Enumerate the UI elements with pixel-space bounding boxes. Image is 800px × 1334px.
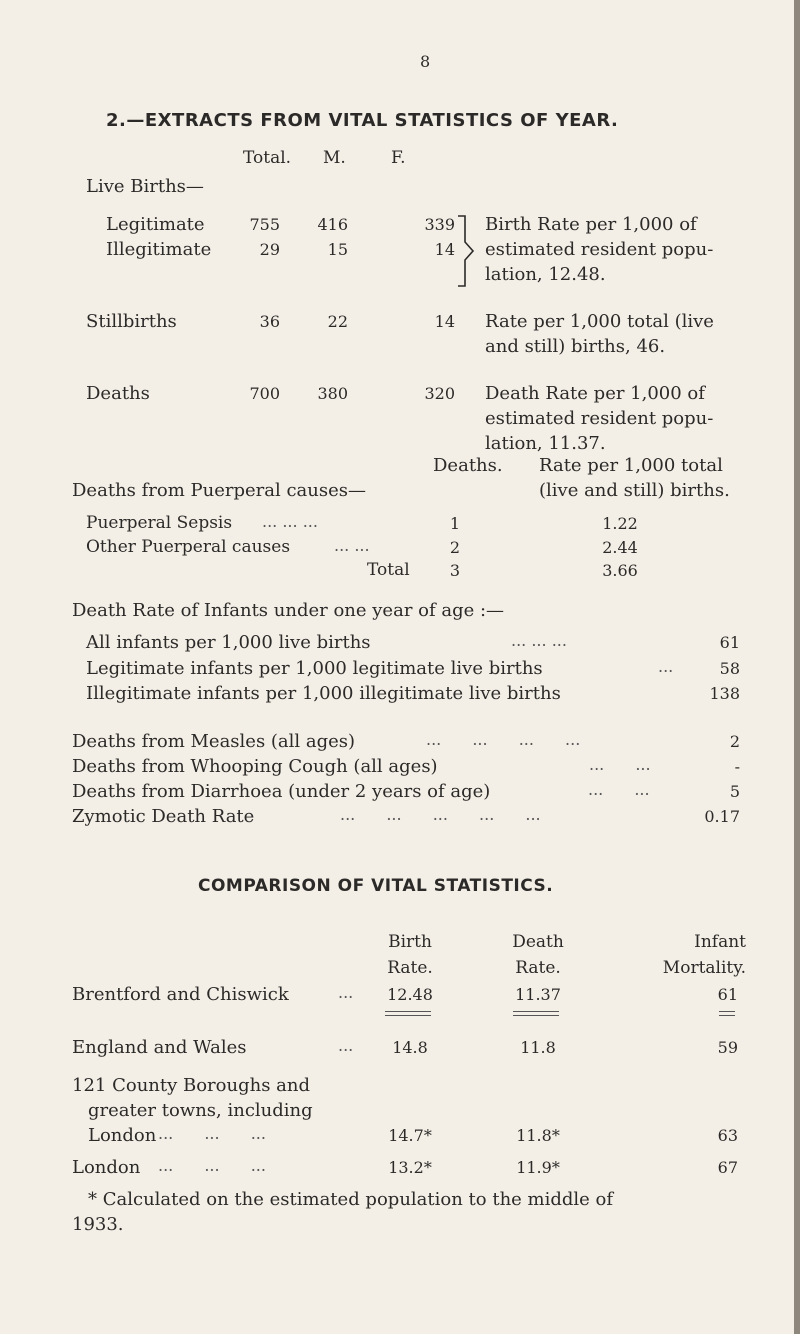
other-puerperal-deaths: 2 <box>449 538 460 557</box>
measles-dots: ... ... ... ... <box>426 730 581 749</box>
puerperal-total-label: Total <box>367 560 410 580</box>
birth-rate-note-3: lation, 12.48. <box>485 264 606 285</box>
header-death-1: Death <box>512 932 564 952</box>
header-birth-2: Rate. <box>387 958 433 978</box>
footnote-line-1: * Calculated on the estimated population to the middle of <box>88 1189 614 1210</box>
still-rate-note-2: and still) births, 46. <box>485 336 666 357</box>
section-title: 2.—EXTRACTS FROM VITAL STATISTICS OF YEAR. <box>106 110 619 131</box>
row-legitimate-label: Legitimate <box>106 214 205 235</box>
header-m: M. <box>323 148 346 168</box>
live-births-label: Live Births— <box>86 176 204 197</box>
diarrhoea-label: Deaths from Diarrhoea (under 2 years of age) <box>72 781 491 802</box>
england-infant: 59 <box>717 1038 738 1057</box>
death-rate-note-2: estimated resident popu- <box>485 408 714 429</box>
county-label-2: greater towns, including <box>88 1100 313 1121</box>
county-birth: 14.7* <box>388 1126 432 1145</box>
rule-birth <box>385 1011 431 1016</box>
infant-all-value: 61 <box>719 633 740 652</box>
puerperal-col-rate-2: (live and still) births. <box>539 480 730 501</box>
other-puerperal-label: Other Puerperal causes <box>86 537 291 557</box>
death-rate-note-1: Death Rate per 1,000 of <box>485 383 705 404</box>
zymotic-label: Zymotic Death Rate <box>72 806 255 827</box>
row-deaths-f: 320 <box>424 384 455 403</box>
row-stillbirths-m: 22 <box>327 312 348 331</box>
infant-legitimate-label: Legitimate infants per 1,000 legitimate live births <box>86 658 543 679</box>
page-edge-shadow <box>794 0 800 1334</box>
puerperal-sepsis-label: Puerperal Sepsis <box>86 513 233 533</box>
county-label-1: 121 County Boroughs and <box>72 1075 311 1096</box>
footnote-line-2: 1933. <box>72 1214 124 1235</box>
still-rate-note-1: Rate per 1,000 total (live <box>485 311 714 332</box>
infant-all-label: All infants per 1,000 live births <box>86 632 371 653</box>
diarrhoea-value: 5 <box>729 782 740 801</box>
puerperal-total-rate: 3.66 <box>602 561 638 580</box>
header-infant-1: Infant <box>694 932 746 952</box>
brentford-infant: 61 <box>717 985 738 1004</box>
england-dots: ... <box>338 1036 354 1055</box>
puerperal-total-deaths: 3 <box>449 561 460 580</box>
brace-bracket <box>456 214 480 288</box>
london-infant: 67 <box>717 1158 738 1177</box>
infant-heading: Death Rate of Infants under one year of age :— <box>72 600 505 621</box>
measles-label: Deaths from Measles (all ages) <box>72 731 356 752</box>
brentford-death: 11.37 <box>515 985 561 1004</box>
other-puerperal-rate: 2.44 <box>602 538 638 557</box>
row-illegitimate-f: 14 <box>434 240 455 259</box>
county-death: 11.8* <box>516 1126 560 1145</box>
death-rate-note-3: lation, 11.37. <box>485 433 606 454</box>
county-label-3: London <box>88 1125 157 1146</box>
row-legitimate-total: 755 <box>249 215 280 234</box>
infant-illegitimate-label: Illegitimate infants per 1,000 illegitimate live births <box>86 683 561 704</box>
whooping-cough-label: Deaths from Whooping Cough (all ages) <box>72 756 438 777</box>
brentford-label: Brentford and Chiswick <box>72 984 289 1005</box>
birth-rate-note-2: estimated resident popu- <box>485 239 714 260</box>
page-number: 8 <box>420 52 431 71</box>
puerperal-heading: Deaths from Puerperal causes— <box>72 480 366 501</box>
row-illegitimate-label: Illegitimate <box>106 239 212 260</box>
infant-legitimate-dots: ... <box>658 657 674 676</box>
london-birth: 13.2* <box>388 1158 432 1177</box>
row-deaths-m: 380 <box>317 384 348 403</box>
row-stillbirths-f: 14 <box>434 312 455 331</box>
header-birth-1: Birth <box>388 932 432 952</box>
header-total: Total. <box>243 148 292 168</box>
diarrhoea-dots: ... ... <box>588 780 650 799</box>
puerperal-col-deaths: Deaths. <box>433 455 503 476</box>
rule-death <box>513 1011 559 1016</box>
london-dots: ... ... ... <box>158 1156 266 1175</box>
zymotic-value: 0.17 <box>704 807 740 826</box>
row-stillbirths-label: Stillbirths <box>86 311 177 332</box>
county-infant: 63 <box>717 1126 738 1145</box>
header-death-2: Rate. <box>515 958 561 978</box>
puerperal-sepsis-dots: ... ... ... <box>262 512 318 531</box>
county-dots: ... ... ... <box>158 1124 266 1143</box>
zymotic-dots: ... ... ... ... ... <box>340 805 541 824</box>
puerperal-sepsis-rate: 1.22 <box>602 514 638 533</box>
england-death: 11.8 <box>520 1038 556 1057</box>
row-deaths-label: Deaths <box>86 383 150 404</box>
row-stillbirths-total: 36 <box>259 312 280 331</box>
header-infant-2: Mortality. <box>662 958 746 978</box>
london-label: London <box>72 1157 141 1178</box>
other-puerperal-dots: ... ... <box>334 536 370 555</box>
measles-value: 2 <box>729 732 740 751</box>
row-illegitimate-m: 15 <box>327 240 348 259</box>
england-birth: 14.8 <box>392 1038 428 1057</box>
row-legitimate-f: 339 <box>424 215 455 234</box>
whooping-cough-value: - <box>734 757 740 776</box>
brentford-dots: ... <box>338 983 354 1002</box>
row-deaths-total: 700 <box>249 384 280 403</box>
london-death: 11.9* <box>516 1158 560 1177</box>
rule-infant <box>719 1011 735 1016</box>
infant-illegitimate-value: 138 <box>709 684 740 703</box>
brentford-birth: 12.48 <box>387 985 433 1004</box>
puerperal-sepsis-deaths: 1 <box>449 514 460 533</box>
puerperal-col-rate-1: Rate per 1,000 total <box>539 455 723 476</box>
infant-legitimate-value: 58 <box>719 659 740 678</box>
england-label: England and Wales <box>72 1037 247 1058</box>
row-legitimate-m: 416 <box>317 215 348 234</box>
birth-rate-note-1: Birth Rate per 1,000 of <box>485 214 697 235</box>
comparison-title: COMPARISON OF VITAL STATISTICS. <box>198 876 554 896</box>
row-illegitimate-total: 29 <box>259 240 280 259</box>
whooping-cough-dots: ... ... <box>589 755 651 774</box>
header-f: F. <box>391 148 406 168</box>
infant-all-dots: ... ... ... <box>511 631 567 650</box>
